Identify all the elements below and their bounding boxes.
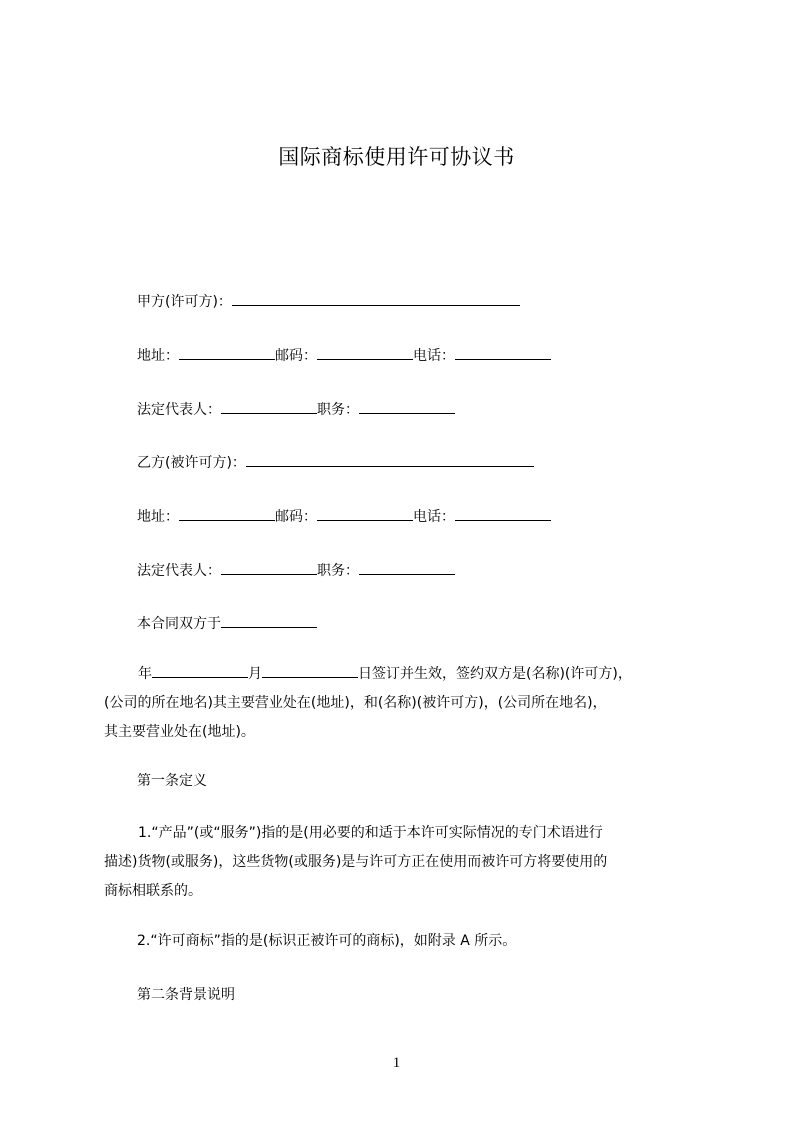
signing-month-label: 月 [248,666,262,682]
party-b-position-label: 职务： [317,563,359,579]
party-b-address-label: 地址： [137,509,179,525]
party-a-rep-line [137,399,455,420]
party-a-position-blank[interactable] [359,399,455,414]
party-b-label: 乙方(被许可方)： [137,455,246,471]
article-1-heading: 第一条定义 [137,773,207,789]
party-b-phone-label: 电话： [413,509,455,525]
signing-line-2: (公司的所在地名)其主要营业处在(地址)，和(名称)(被许可方)，(公司所在地名)， [104,695,607,711]
party-a-zip-blank[interactable] [317,345,413,360]
party-a-label: 甲方(许可方)： [137,294,232,310]
signing-paragraph [104,660,700,747]
party-b-rep-line [137,560,455,581]
party-a-position-label: 职务： [317,402,359,418]
article-1-item-1 [104,819,700,906]
party-a-line [137,291,520,312]
document-title: 国际商标使用许可协议书 [278,145,515,169]
party-a-address-label: 地址： [137,348,179,364]
party-a-zip-label: 邮码： [275,348,317,364]
party-a-rep-label: 法定代表人： [137,402,221,418]
page-number: 1 [392,1055,401,1071]
article-1-item-1-line-2: 描述)货物(或服务)，这些货物(或服务)是与许可方正在使用而被许可方将要使用的 [104,854,608,870]
party-b-zip-label: 邮码： [275,509,317,525]
signing-month-blank[interactable] [262,663,358,678]
party-b-phone-blank[interactable] [455,506,551,521]
article-1-item-1-line-1: 1.“产品”(或“服务”)指的是(用必要的和适于本许可实际情况的专门术语进行 [138,825,603,841]
party-b-address-blank[interactable] [179,506,275,521]
signing-rest-line-1: 日签订并生效，签约双方是(名称)(许可方)， [358,666,632,682]
party-b-blank[interactable] [246,452,534,467]
signing-year-blank[interactable] [152,663,248,678]
article-1-item-1-line-3: 商标相联系的。 [104,883,202,899]
signing-line-3: 其主要营业处在(地址)。 [104,724,255,740]
article-2-heading: 第二条背景说明 [137,987,235,1003]
party-b-position-blank[interactable] [359,560,455,575]
signing-line-1 [104,660,700,689]
party-a-contact-line [137,345,551,366]
party-a-phone-label: 电话： [413,348,455,364]
party-a-phone-blank[interactable] [455,345,551,360]
party-a-address-blank[interactable] [179,345,275,360]
contract-date-line [137,613,317,634]
party-b-rep-blank[interactable] [221,560,317,575]
party-b-contact-line [137,506,551,527]
signing-year-label: 年 [138,666,152,682]
party-a-rep-blank[interactable] [221,399,317,414]
party-b-zip-blank[interactable] [317,506,413,521]
contract-date-label: 本合同双方于 [137,616,221,632]
article-1-item-2: 2.“许可商标”指的是(标识正被许可的商标)，如附录 A 所示。 [137,933,517,949]
party-b-line [137,452,534,473]
contract-date-blank[interactable] [221,613,317,628]
party-a-blank[interactable] [232,291,520,306]
party-b-rep-label: 法定代表人： [137,563,221,579]
